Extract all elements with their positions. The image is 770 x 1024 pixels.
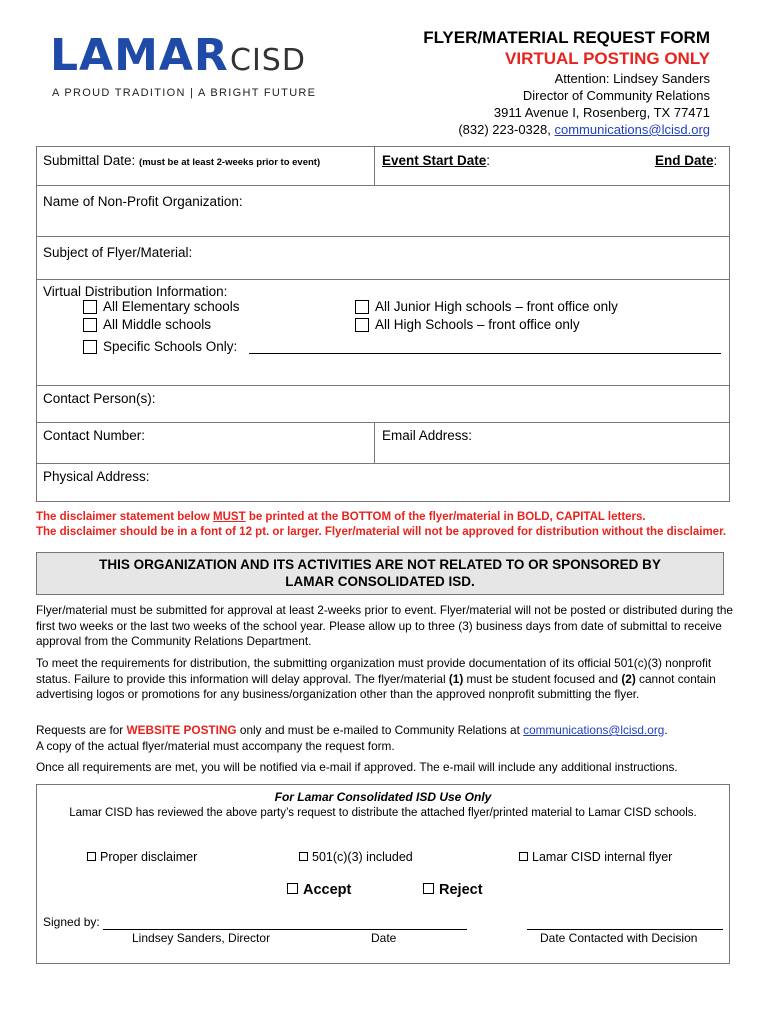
org-name-label: Name of Non-Profit Organization: [43,194,243,209]
checkbox[interactable] [83,300,97,314]
paragraph-notify: Once all requirements are met, you will be notified via e-mail if approved. The e-mail will include any additional instructions. [36,760,678,774]
virtual-distribution-section [37,280,729,386]
text: only and must be e-mailed to Community Relations at [236,723,524,737]
paragraph-requirements [36,656,736,703]
director-label: Lindsey Sanders, Director [132,931,271,945]
address-line: 3911 Avenue I, Rosenberg, TX 77471 [493,105,710,120]
email-link[interactable]: communications@lcisd.org [523,723,665,737]
checkbox[interactable] [83,340,97,354]
checkbox[interactable] [83,318,97,332]
text: must be student focused and [463,671,622,686]
text: (1) [448,671,464,686]
paragraph-submission: Flyer/material must be submitted for approval at least 2-weeks prior to event. Flyer/material will not be posted or distributed during the first two weeks or the last two weeks of the school year. Please allow up to three (3) business days from date of submittal to receive approval from the Community Relations Department. [36,603,733,648]
text: To meet the requirements for distribution, the submitting organization must provide documentation of its official 501(c)(3) nonprofit status. Failure to provide this information will delay approval. The flyer/material [36,656,712,686]
disclaimer-instructions [36,510,736,540]
subject-label: Subject of Flyer/Material: [43,245,193,260]
opt-middle[interactable] [83,317,211,332]
request-form [36,146,730,502]
date-contacted-label: Date Contacted with Decision [540,931,698,945]
checkbox[interactable] [355,300,369,314]
date-contacted-line[interactable] [527,929,723,930]
checkbox[interactable] [423,883,434,894]
form-subtitle: VIRTUAL POSTING ONLY [505,49,710,68]
opt-high-label: All High Schools – front office only [375,317,580,332]
attention-line: Attention: Lindsey Sanders [554,71,710,86]
opt-specific[interactable] [83,339,237,354]
office-review-text: Lamar CISD has reviewed the above party’s request to distribute the attached flyer/printed material to Lamar CISD schools. [69,807,697,819]
event-start-label: Event Start Date [382,153,487,168]
opt-high-school[interactable] [355,317,580,332]
end-date-field[interactable] [655,153,717,168]
website-posting-text: WEBSITE POSTING [126,723,237,737]
opt-proper-disclaimer[interactable] [87,850,197,864]
opt-label: 501(c)(3) included [312,850,413,864]
checkbox[interactable] [355,318,369,332]
office-use-box [36,784,730,964]
contact-person-field[interactable] [37,386,729,423]
disclaimer-text: The disclaimer should be in a font of 12 pt. or larger. Flyer/material will not be approved for distribution without the disclaimer. [36,526,727,538]
disclaimer-box [36,552,724,595]
form-header [423,28,710,138]
text: cannot contain advertising logos or promotions for any business/organization other than the approved nonprofit submitting the flyer. [36,671,716,701]
logo-cisd-text: CISD [230,43,306,78]
physical-address-label: Physical Address: [43,469,150,484]
logo-lamar-text: LAMAR [50,30,229,81]
opt-middle-label: All Middle schools [103,317,212,332]
date-label: Date [371,931,397,945]
submittal-date-field[interactable] [43,153,320,168]
disclaimer-text: The disclaimer statement below [36,511,214,523]
paragraph-website [36,723,736,754]
checkbox[interactable] [299,852,308,861]
checkbox[interactable] [287,883,298,894]
contact-line [423,121,710,138]
contact-number-label: Contact Number: [43,428,146,443]
department-line: Director of Community Relations [522,88,710,103]
specific-schools-line[interactable] [249,353,721,354]
opt-junior-label: All Junior High schools – front office only [375,299,618,314]
colon: : [486,153,491,168]
accept-option[interactable] [287,882,351,898]
opt-label: Proper disclaimer [100,850,198,864]
divider [374,423,375,463]
lamar-cisd-logo [50,30,317,104]
divider [374,147,375,185]
text: Requests are for [36,723,127,737]
org-name-field[interactable] [37,186,729,237]
contact-person-label: Contact Person(s): [43,391,156,406]
text: (2) [621,671,636,686]
email-link[interactable]: communications@lcisd.org [554,122,710,137]
reject-option[interactable] [423,882,483,898]
submittal-note: (must be at least 2-weeks prior to event) [139,157,321,168]
checkbox[interactable] [519,852,528,861]
opt-junior-high[interactable] [355,299,618,314]
accept-label: Accept [303,882,352,898]
colon: : [713,153,718,168]
text: . [664,723,668,737]
disclaimer-box-line1: THIS ORGANIZATION AND ITS ACTIVITIES ARE NOT RELATED TO OR SPONSORED BY [99,557,661,572]
end-date-label: End Date [655,153,714,168]
opt-specific-label: Specific Schools Only: [103,339,238,354]
form-title: FLYER/MATERIAL REQUEST FORM [423,28,710,47]
office-title: For Lamar Consolidated ISD Use Only [274,790,492,804]
event-start-date-field[interactable] [382,153,490,168]
opt-internal-flyer[interactable] [519,850,672,864]
disclaimer-box-line2: LAMAR CONSOLIDATED ISD. [285,574,475,589]
opt-elementary-label: All Elementary schools [103,299,240,314]
physical-address-field[interactable] [37,464,729,501]
submittal-date-label: Submittal Date: [43,153,140,168]
text: A copy of the actual flyer/material must accompany the request form. [36,738,395,753]
dates-row [37,147,729,186]
vdi-label: Virtual Distribution Information: [43,284,228,299]
phone-text: (832) 223-0328, [458,122,555,137]
opt-label: Lamar CISD internal flyer [532,850,673,864]
checkbox[interactable] [87,852,96,861]
disclaimer-text: be printed at the BOTTOM of the flyer/material in BOLD, CAPITAL letters. [245,511,646,523]
subject-field[interactable] [37,237,729,280]
must-text: MUST [213,511,246,523]
reject-label: Reject [439,882,483,898]
contact-row [37,423,729,464]
opt-elementary[interactable] [83,299,240,314]
signature-line[interactable] [103,929,467,930]
signed-by-label: Signed by: [43,915,100,929]
opt-501c3[interactable] [299,850,413,864]
email-address-label: Email Address: [382,428,473,443]
logo-tagline: A PROUD TRADITION | A BRIGHT FUTURE [52,87,317,99]
